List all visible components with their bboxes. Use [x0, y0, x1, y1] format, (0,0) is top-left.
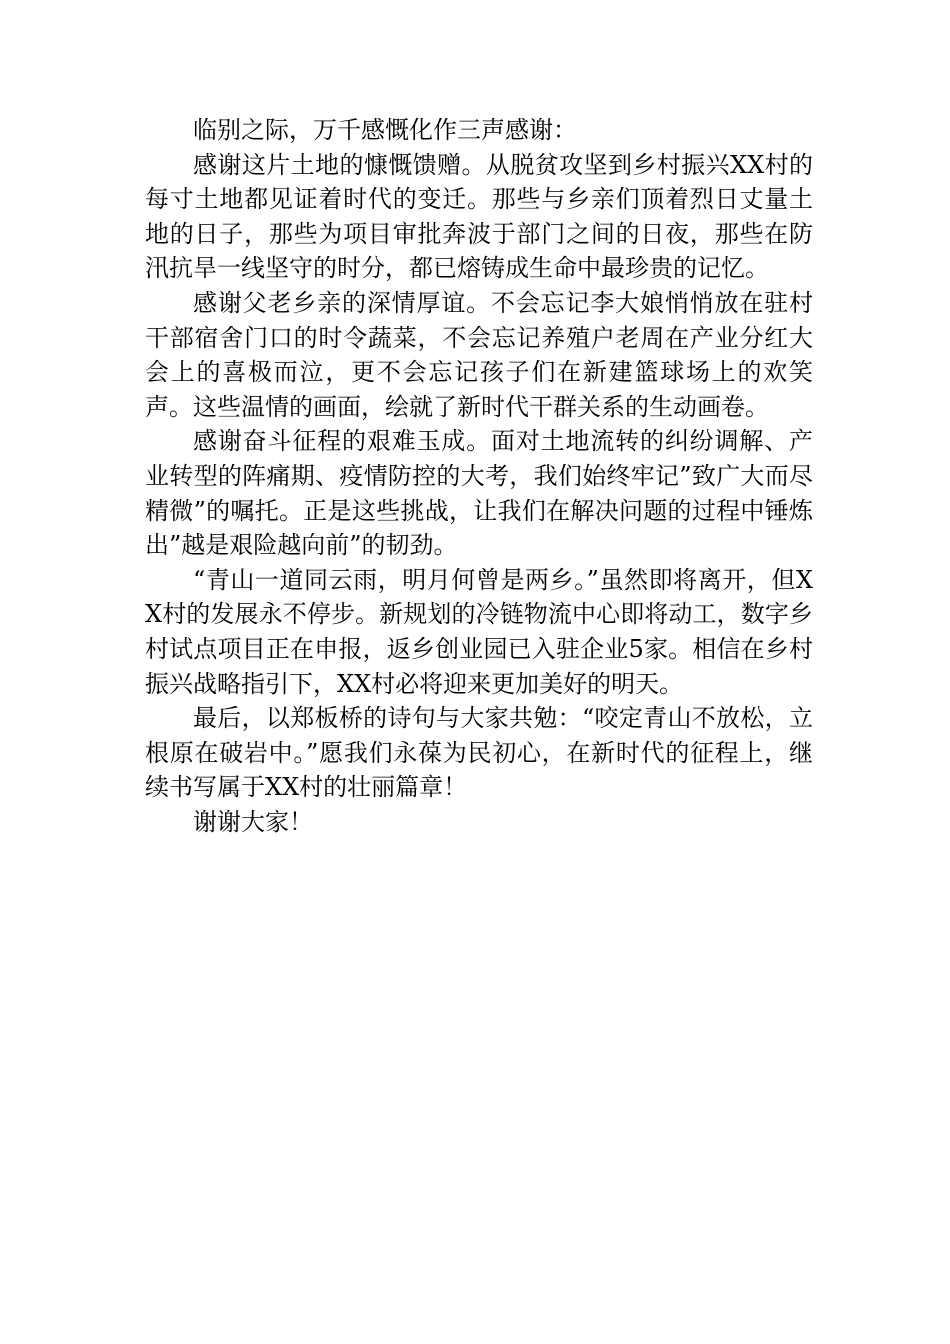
paragraph-closing: 最后，以郑板桥的诗句与大家共勉：“咬定青山不放松，立根原在破岩中。”愿我们永葆为民初心，在新时代的征程上，继续书写属于XX村的壮丽篇章！	[145, 704, 813, 802]
paragraph-thanks-struggle: 感谢奋斗征程的艰难玉成。面对土地流转的纠纷调解、产业转型的阵痛期、疫情防控的大考，我们始终牢记”致广大而尽精微”的嘱托。正是这些挑战，让我们在解决问题的过程中锤炼出”越是艰险越向前”的韧劲。	[145, 427, 813, 560]
paragraph-thanks-land: 感谢这片土地的慷慨馈赠。从脱贫攻坚到乡村振兴XX村的每寸土地都见证着时代的变迁。那些与乡亲们顶着烈日丈量土地的日子，那些为项目审批奔波于部门之间的日夜，那些在防汛抗旱一线坚守的时分，都已熔铸成生命中最珍贵的记忆。	[145, 150, 813, 283]
paragraph-thank-you: 谢谢大家！	[193, 807, 313, 836]
paragraph-opening: 临别之际，万千感慨化作三声感谢：	[193, 116, 577, 144]
paragraph-thanks-villagers: 感谢父老乡亲的深情厚谊。不会忘记李大娘悄悄放在驻村干部宿舍门口的时令蔬菜，不会忘记养殖户老周在产业分红大会上的喜极而泣，更不会忘记孩子们在新建篮球场上的欢笑声。这些温情的画面，绘就了新时代干群关系的生动画卷。	[145, 288, 813, 421]
speech-body	[145, 113, 813, 839]
paragraph-future: “青山一道同云雨，明月何曾是两乡。”虽然即将离开，但XX村的发展永不停步。新规划的冷链物流中心即将动工，数字乡村试点项目正在申报，返乡创业园已入驻企业5家。相信在乡村振兴战略指引下，XX村必将迎来更加美好的明天。	[145, 565, 813, 698]
